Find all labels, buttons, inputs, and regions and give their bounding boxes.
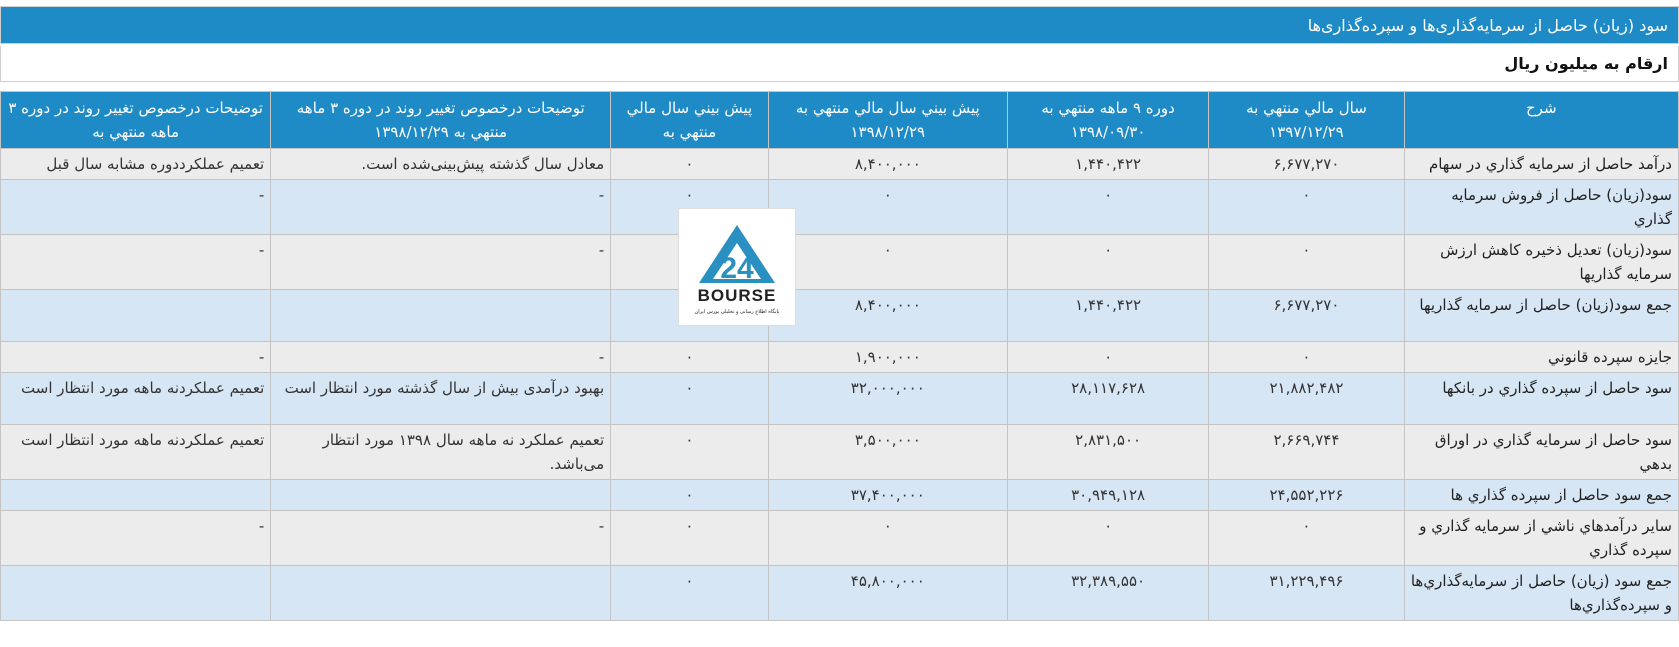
cell-note: - — [271, 235, 611, 290]
page-title: سود (زیان) حاصل از سرمایه‌گذاری‌ها و سپرده‌گذاری‌ها — [0, 6, 1679, 44]
row-label: سود(زيان) حاصل از فروش سرمايه گذاري — [1404, 180, 1678, 235]
row-label: جايزه سپرده قانوني — [1404, 342, 1678, 373]
cell-value: ۸,۴۰۰,۰۰۰ — [768, 149, 1007, 180]
row-label: جمع سود (زيان) حاصل از سرمايه‌گذاري‌ها و سپرده‌گذاري‌ها — [1404, 566, 1678, 621]
cell-value: ۲۱,۸۸۲,۴۸۲ — [1209, 373, 1404, 425]
logo-mark-text: 24 — [720, 252, 754, 285]
table-row — [1, 566, 1679, 621]
cell-value: ۰ — [611, 342, 769, 373]
table-row — [1, 425, 1679, 480]
table-row — [1, 342, 1679, 373]
cell-note — [1, 566, 271, 621]
cell-value: ۰ — [611, 425, 769, 480]
cell-value: ۰ — [611, 149, 769, 180]
col-header-description: شرح — [1404, 92, 1678, 149]
cell-note — [271, 290, 611, 342]
cell-note: تعمیم عملکرددوره مشابه سال قبل — [1, 149, 271, 180]
cell-value: ۳,۵۰۰,۰۰۰ — [768, 425, 1007, 480]
col-header-fy1397: سال مالي منتهي به ۱۳۹۷/۱۲/۲۹ — [1209, 92, 1404, 149]
cell-note: - — [271, 342, 611, 373]
cell-value: ۶,۶۷۷,۲۷۰ — [1209, 290, 1404, 342]
cell-value: ۲,۶۶۹,۷۴۴ — [1209, 425, 1404, 480]
row-label: درآمد حاصل از سرمايه گذاري در سهام — [1404, 149, 1678, 180]
cell-value: ۰ — [1209, 180, 1404, 235]
col-header-forecast1398: پيش بيني سال مالي منتهي به ۱۳۹۸/۱۲/۲۹ — [768, 92, 1007, 149]
cell-value: ۲,۸۳۱,۵۰۰ — [1007, 425, 1209, 480]
cell-value: ۶,۶۷۷,۲۷۰ — [1209, 149, 1404, 180]
cell-value: ۰ — [768, 235, 1007, 290]
table-row — [1, 373, 1679, 425]
cell-note: - — [1, 235, 271, 290]
row-label: سود حاصل از سرمايه گذاري در اوراق بدهي — [1404, 425, 1678, 480]
cell-value: ۰ — [1007, 342, 1209, 373]
logo-wordmark: BOURSE — [697, 286, 777, 305]
cell-value: ۰ — [1007, 511, 1209, 566]
logo-subtitle: پایگاه اطلاع رسانی و تحلیلی بورس ایران — [694, 309, 780, 315]
cell-value: ۰ — [1209, 511, 1404, 566]
cell-value: ۰ — [611, 373, 769, 425]
cell-value: ۰ — [1007, 235, 1209, 290]
cell-value: ۲۴,۵۵۲,۲۲۶ — [1209, 480, 1404, 511]
cell-value: ۰ — [768, 511, 1007, 566]
col-header-notes-next: توضیحات درخصوص تغییر روند در دوره ۳ ماهه منتهي به — [1, 92, 271, 149]
cell-value: ۱,۹۰۰,۰۰۰ — [768, 342, 1007, 373]
cell-value: ۳۲,۳۸۹,۵۵۰ — [1007, 566, 1209, 621]
bourse24-watermark-logo — [678, 208, 796, 326]
cell-note — [271, 566, 611, 621]
cell-value: ۰ — [611, 566, 769, 621]
col-header-notes-q4: توضیحات درخصوص تغییر روند در دوره ۳ ماهه منتهي به ۱۳۹۸/۱۲/۲۹ — [271, 92, 611, 149]
cell-value: ۸,۴۰۰,۰۰۰ — [768, 290, 1007, 342]
cell-note: بهبود درآمدی بیش از سال گذشته مورد انتظار است — [271, 373, 611, 425]
row-label: جمع سود حاصل از سپرده گذاري ها — [1404, 480, 1678, 511]
col-header-forecast-next: پيش بيني سال مالي منتهي به — [611, 92, 769, 149]
header-row — [1, 92, 1679, 149]
cell-value: ۲۸,۱۱۷,۶۲۸ — [1007, 373, 1209, 425]
table-row — [1, 149, 1679, 180]
row-label: سود حاصل از سپرده گذاري در بانکها — [1404, 373, 1678, 425]
cell-note: تعمیم عملکرد نه ماهه سال ۱۳۹۸ مورد انتظار می‌باشد. — [271, 425, 611, 480]
cell-note: - — [1, 180, 271, 235]
table-row — [1, 235, 1679, 290]
cell-value: ۳۷,۴۰۰,۰۰۰ — [768, 480, 1007, 511]
table-row — [1, 480, 1679, 511]
cell-note — [271, 480, 611, 511]
cell-value: ۰ — [611, 180, 769, 235]
cell-note: معادل سال گذشته پیش‌بینی‌شده است. — [271, 149, 611, 180]
cell-note: - — [271, 511, 611, 566]
cell-value: ۰ — [611, 480, 769, 511]
cell-value: ۴۵,۸۰۰,۰۰۰ — [768, 566, 1007, 621]
cell-value: ۰ — [1209, 342, 1404, 373]
cell-note: - — [271, 180, 611, 235]
cell-value: ۳۱,۲۲۹,۴۹۶ — [1209, 566, 1404, 621]
cell-value: ۰ — [611, 511, 769, 566]
row-label: جمع سود(زيان) حاصل از سرمايه گذاريها — [1404, 290, 1678, 342]
report-panel — [0, 6, 1679, 621]
cell-value: ۳۲,۰۰۰,۰۰۰ — [768, 373, 1007, 425]
investment-income-table — [0, 91, 1679, 621]
table-row — [1, 290, 1679, 342]
unit-label: ارقام به میلیون ریال — [0, 46, 1679, 82]
cell-value: ۱,۴۴۰,۴۲۲ — [1007, 149, 1209, 180]
row-label: سود(زيان) تعديل ذخيره کاهش ارزش سرمايه گذاريها — [1404, 235, 1678, 290]
cell-note: تعمیم عملکردنه ماهه مورد انتظار است — [1, 425, 271, 480]
cell-note: - — [1, 511, 271, 566]
cell-note: - — [1, 342, 271, 373]
row-label: ساير درآمدهاي ناشي از سرمايه گذاري و سپرده گذاري — [1404, 511, 1678, 566]
cell-note — [1, 290, 271, 342]
cell-value: ۰ — [1007, 180, 1209, 235]
table-row — [1, 180, 1679, 235]
cell-value: ۰ — [768, 180, 1007, 235]
cell-value: ۳۰,۹۴۹,۱۲۸ — [1007, 480, 1209, 511]
cell-value: ۱,۴۴۰,۴۲۲ — [1007, 290, 1209, 342]
cell-note — [1, 480, 271, 511]
col-header-9m1398: دوره ۹ ماهه منتهي به ۱۳۹۸/۰۹/۳۰ — [1007, 92, 1209, 149]
cell-note: تعمیم عملکردنه ماهه مورد انتظار است — [1, 373, 271, 425]
table-row — [1, 511, 1679, 566]
bourse-logo-icon — [679, 209, 795, 325]
cell-value: ۰ — [1209, 235, 1404, 290]
